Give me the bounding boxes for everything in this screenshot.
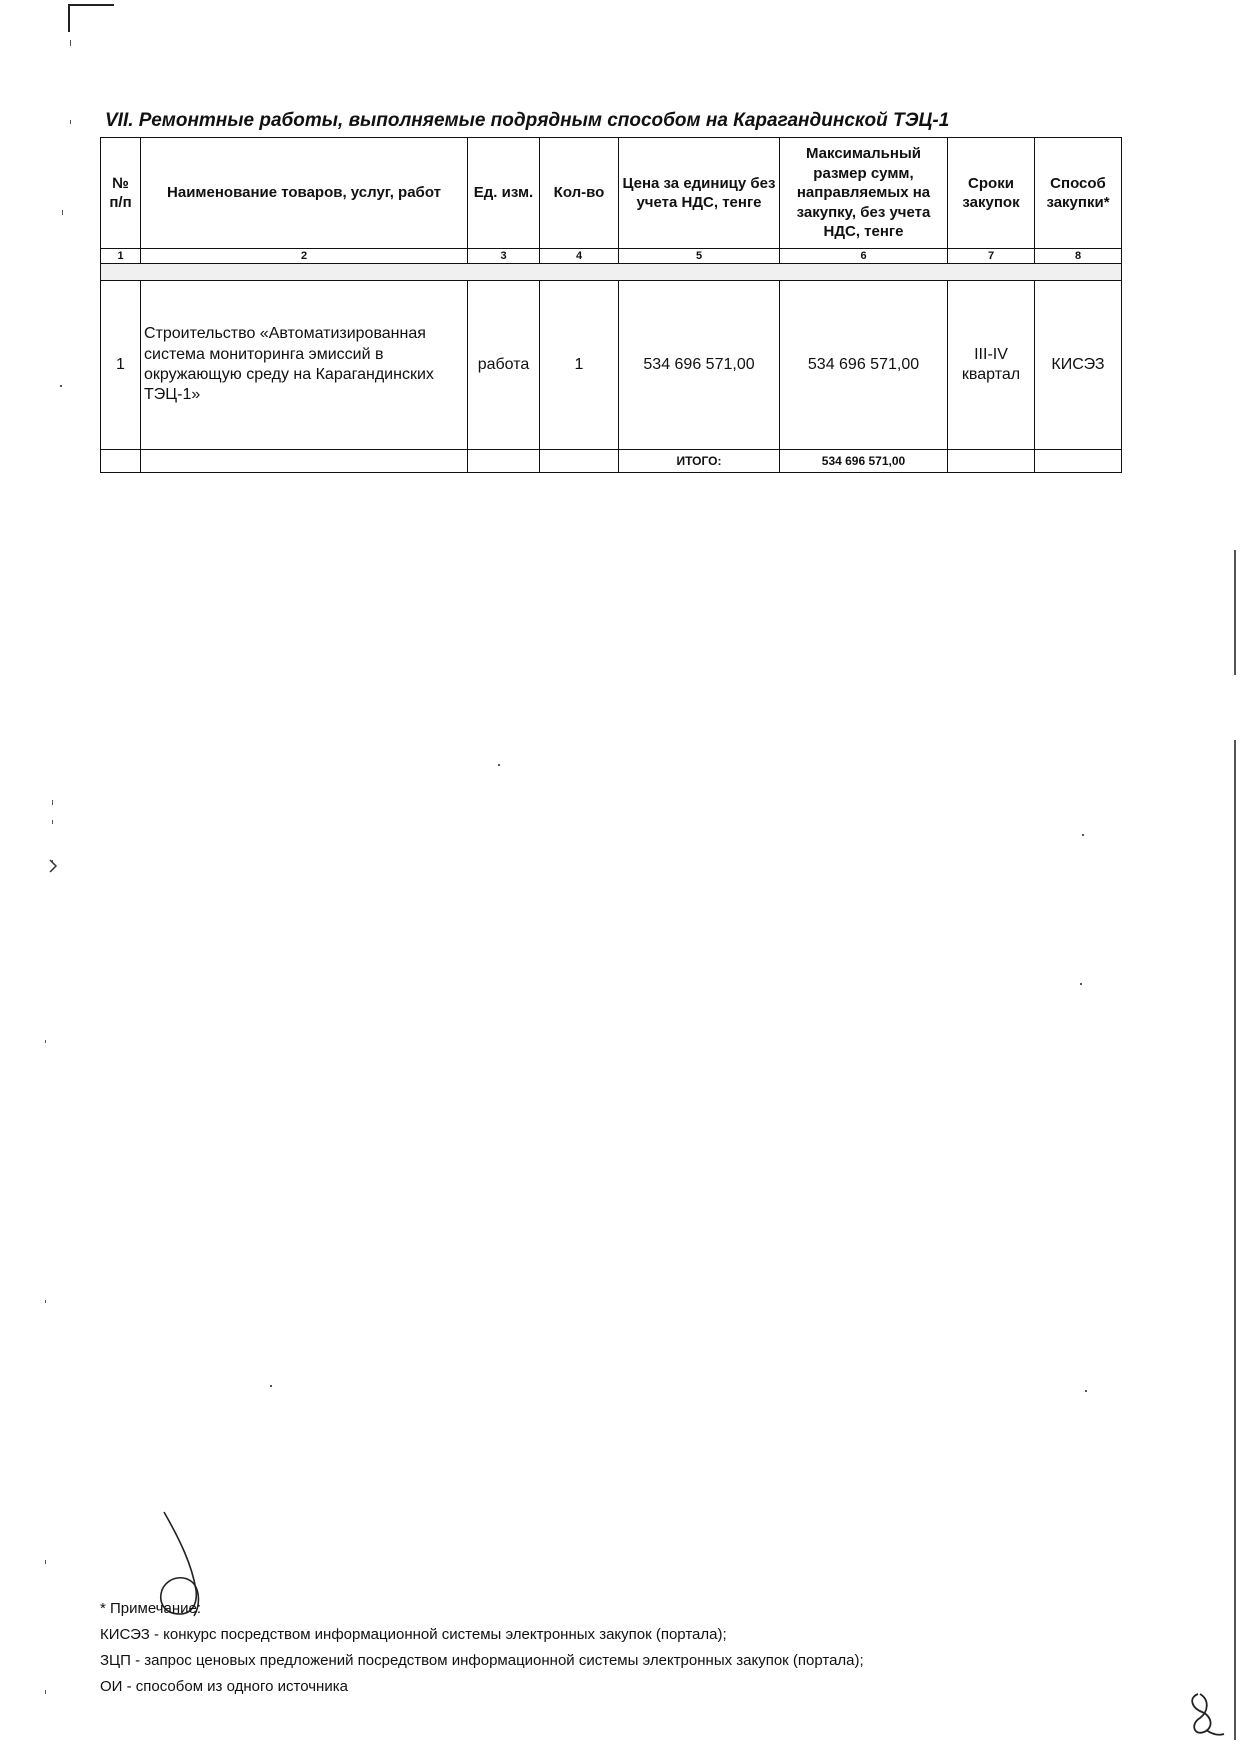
header-cell-max-sum: Максимальный размер сумм, направляемых на закупку, без учета НДС, тенге — [780, 138, 948, 249]
row-qty: 1 — [540, 281, 619, 450]
footnote-line: ОИ - способом из одного источника — [100, 1678, 348, 1695]
column-number-row — [101, 249, 1122, 264]
column-number: 8 — [1035, 249, 1122, 264]
header-cell-unit-price: Цена за единицу без учета НДС, тенге — [619, 138, 780, 249]
row-num: 1 — [101, 281, 141, 450]
scan-edge-line — [1234, 740, 1236, 1740]
header-cell-method: Способ закупки* — [1035, 138, 1122, 249]
footnote-block — [100, 1596, 864, 1700]
total-value: 534 696 571,00 — [780, 450, 948, 473]
total-label: ИТОГО: — [619, 450, 780, 473]
scan-edge-line — [1234, 550, 1236, 675]
column-number: 1 — [101, 249, 141, 264]
row-unit-price: 534 696 571,00 — [619, 281, 780, 450]
total-empty-cell — [1035, 450, 1122, 473]
column-number: 3 — [468, 249, 540, 264]
header-cell-period: Сроки закупок — [948, 138, 1035, 249]
scan-corner-mark — [68, 4, 114, 32]
purchase-table — [100, 137, 1122, 473]
handwritten-page-number — [1180, 1690, 1230, 1740]
header-cell-qty: Кол-во — [540, 138, 619, 249]
row-max-sum: 534 696 571,00 — [780, 281, 948, 450]
total-empty-cell — [468, 450, 540, 473]
footnote-line: ЗЦП - запрос ценовых предложений посредством информационной системы электронных закупок (портала); — [100, 1652, 864, 1669]
row-method: КИСЭЗ — [1035, 281, 1122, 450]
header-cell-num: № п/п — [101, 138, 141, 249]
table-header-row — [101, 138, 1122, 249]
header-cell-unit: Ед. изм. — [468, 138, 540, 249]
spacer-row — [101, 264, 1122, 281]
column-number: 4 — [540, 249, 619, 264]
total-empty-cell — [141, 450, 468, 473]
table-row — [101, 281, 1122, 450]
row-name: Строительство «Автоматизированная система мониторинга эмиссий в окружающую среду на Карагандинских ТЭЦ-1» — [141, 281, 468, 450]
spacer-cell — [101, 264, 1122, 281]
footnote-line: КИСЭЗ - конкурс посредством информационной системы электронных закупок (портала); — [100, 1626, 727, 1643]
row-period: III-IV квартал — [948, 281, 1035, 450]
column-number: 7 — [948, 249, 1035, 264]
total-row — [101, 450, 1122, 473]
total-empty-cell — [101, 450, 141, 473]
section-title: VII. Ремонтные работы, выполняемые подрядным способом на Карагандинской ТЭЦ-1 — [105, 110, 950, 131]
row-unit: работа — [468, 281, 540, 450]
column-number: 2 — [141, 249, 468, 264]
total-empty-cell — [540, 450, 619, 473]
header-cell-name: Наименование товаров, услуг, работ — [141, 138, 468, 249]
column-number: 5 — [619, 249, 780, 264]
column-number: 6 — [780, 249, 948, 264]
footnote-title: * Примечание: — [100, 1600, 201, 1617]
total-empty-cell — [948, 450, 1035, 473]
